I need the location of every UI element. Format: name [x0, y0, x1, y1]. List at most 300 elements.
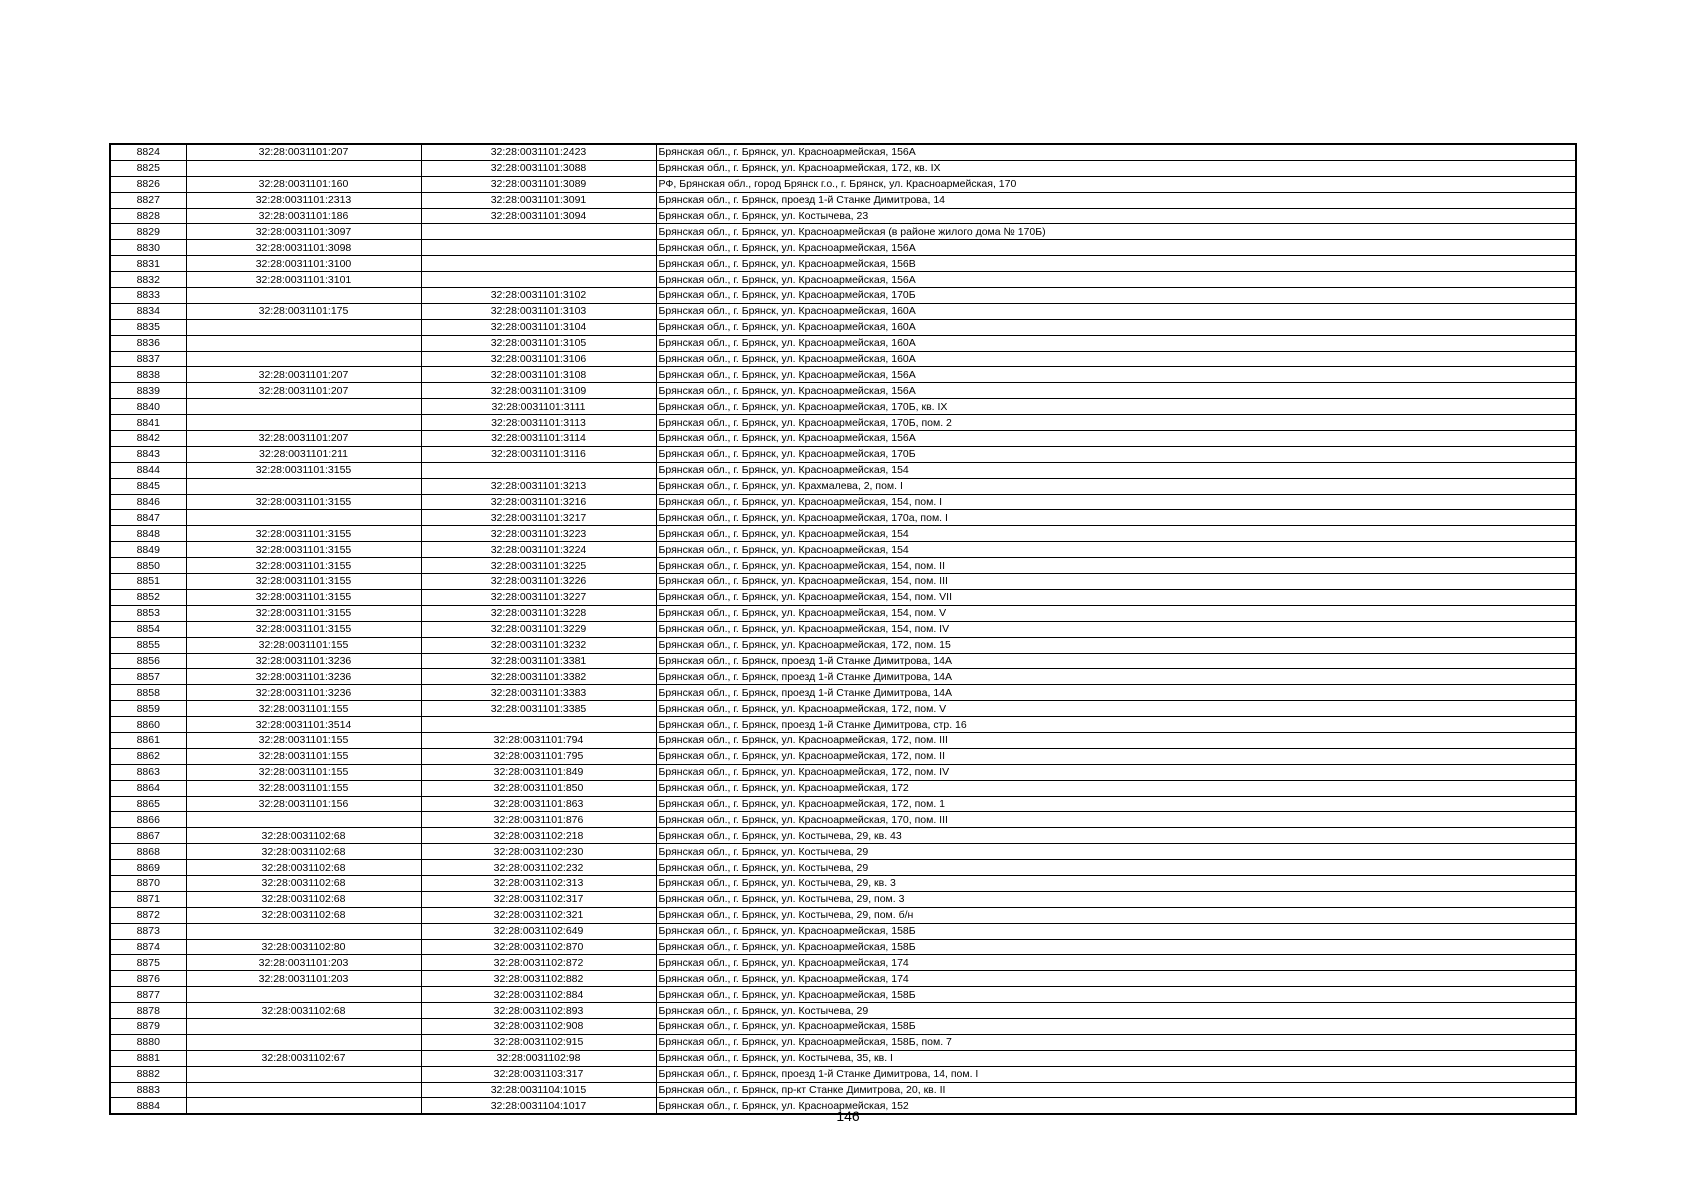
object-cadastral-cell: 32:28:0031102:649 — [421, 923, 656, 939]
object-cadastral-cell: 32:28:0031101:794 — [421, 732, 656, 748]
table-row — [110, 224, 1576, 240]
table-row — [110, 462, 1576, 478]
row-number-cell: 8856 — [110, 653, 186, 669]
address-cell: Брянская обл., г. Брянск, ул. Красноармейская, 170Б, пом. 2 — [656, 415, 1576, 431]
address-cell: Брянская обл., г. Брянск, ул. Костычева, 29, кв. 3 — [656, 875, 1576, 891]
object-cadastral-cell: 32:28:0031101:3382 — [421, 669, 656, 685]
table-row — [110, 796, 1576, 812]
table-row — [110, 526, 1576, 542]
land-plot-cadastral-cell: 32:28:0031101:3098 — [186, 240, 421, 256]
table-row — [110, 669, 1576, 685]
address-cell: Брянская обл., г. Брянск, ул. Красноармейская, 170Б — [656, 446, 1576, 462]
land-plot-cadastral-cell: 32:28:0031101:175 — [186, 303, 421, 319]
table-row — [110, 717, 1576, 733]
object-cadastral-cell: 32:28:0031101:3102 — [421, 288, 656, 304]
object-cadastral-cell: 32:28:0031102:884 — [421, 987, 656, 1003]
table-row — [110, 144, 1576, 160]
object-cadastral-cell: 32:28:0031101:3111 — [421, 399, 656, 415]
row-number-cell: 8850 — [110, 558, 186, 574]
object-cadastral-cell — [421, 462, 656, 478]
table-row — [110, 415, 1576, 431]
object-cadastral-cell: 32:28:0031102:317 — [421, 891, 656, 907]
row-number-cell: 8869 — [110, 860, 186, 876]
object-cadastral-cell: 32:28:0031102:321 — [421, 907, 656, 923]
land-plot-cadastral-cell: 32:28:0031101:3097 — [186, 224, 421, 240]
land-plot-cadastral-cell: 32:28:0031102:68 — [186, 1003, 421, 1019]
address-cell: Брянская обл., г. Брянск, ул. Красноармейская, 154, пом. I — [656, 494, 1576, 510]
table-row — [110, 1082, 1576, 1098]
row-number-cell: 8836 — [110, 335, 186, 351]
land-plot-cadastral-cell: 32:28:0031102:68 — [186, 907, 421, 923]
row-number-cell: 8826 — [110, 176, 186, 192]
row-number-cell: 8843 — [110, 446, 186, 462]
address-cell: Брянская обл., г. Брянск, ул. Красноармейская, 174 — [656, 955, 1576, 971]
address-cell: Брянская обл., г. Брянск, ул. Красноармейская, 170Б — [656, 288, 1576, 304]
row-number-cell: 8870 — [110, 875, 186, 891]
address-cell: Брянская обл., г. Брянск, проезд 1-й Станке Димитрова, 14А — [656, 653, 1576, 669]
row-number-cell: 8828 — [110, 208, 186, 224]
table-row — [110, 176, 1576, 192]
address-cell: Брянская обл., г. Брянск, пр-кт Станке Димитрова, 20, кв. II — [656, 1082, 1576, 1098]
row-number-cell: 8866 — [110, 812, 186, 828]
land-plot-cadastral-cell: 32:28:0031101:3155 — [186, 574, 421, 590]
land-plot-cadastral-cell: 32:28:0031101:203 — [186, 971, 421, 987]
address-cell: Брянская обл., г. Брянск, ул. Костычева, 29, пом. 3 — [656, 891, 1576, 907]
row-number-cell: 8865 — [110, 796, 186, 812]
land-plot-cadastral-cell — [186, 812, 421, 828]
table-row — [110, 637, 1576, 653]
address-cell: РФ, Брянская обл., город Брянск г.о., г. Брянск, ул. Красноармейская, 170 — [656, 176, 1576, 192]
object-cadastral-cell: 32:28:0031101:3091 — [421, 192, 656, 208]
object-cadastral-cell — [421, 240, 656, 256]
address-cell: Брянская обл., г. Брянск, ул. Красноармейская, 160А — [656, 335, 1576, 351]
object-cadastral-cell: 32:28:0031101:3228 — [421, 605, 656, 621]
address-cell: Брянская обл., г. Брянск, ул. Красноармейская, 170, пом. III — [656, 812, 1576, 828]
land-plot-cadastral-cell: 32:28:0031101:3514 — [186, 717, 421, 733]
land-plot-cadastral-cell: 32:28:0031101:160 — [186, 176, 421, 192]
object-cadastral-cell — [421, 717, 656, 733]
register-table — [109, 143, 1577, 1115]
object-cadastral-cell: 32:28:0031101:3385 — [421, 701, 656, 717]
table-row — [110, 987, 1576, 1003]
row-number-cell: 8883 — [110, 1082, 186, 1098]
table-row — [110, 383, 1576, 399]
address-cell: Брянская обл., г. Брянск, ул. Костычева, 35, кв. I — [656, 1050, 1576, 1066]
object-cadastral-cell: 32:28:0031101:849 — [421, 764, 656, 780]
row-number-cell: 8879 — [110, 1018, 186, 1034]
land-plot-cadastral-cell: 32:28:0031101:155 — [186, 780, 421, 796]
address-cell: Брянская обл., г. Брянск, ул. Красноармейская, 160А — [656, 319, 1576, 335]
table-row — [110, 1018, 1576, 1034]
land-plot-cadastral-cell: 32:28:0031101:3101 — [186, 272, 421, 288]
address-cell: Брянская обл., г. Брянск, ул. Костычева, 23 — [656, 208, 1576, 224]
object-cadastral-cell: 32:28:0031102:893 — [421, 1003, 656, 1019]
object-cadastral-cell: 32:28:0031101:3232 — [421, 637, 656, 653]
object-cadastral-cell: 32:28:0031101:3216 — [421, 494, 656, 510]
table-row — [110, 685, 1576, 701]
land-plot-cadastral-cell: 32:28:0031101:207 — [186, 431, 421, 447]
table-row — [110, 208, 1576, 224]
table-row — [110, 875, 1576, 891]
table-row — [110, 351, 1576, 367]
row-number-cell: 8875 — [110, 955, 186, 971]
object-cadastral-cell: 32:28:0031101:3381 — [421, 653, 656, 669]
row-number-cell: 8871 — [110, 891, 186, 907]
table-row — [110, 1034, 1576, 1050]
row-number-cell: 8863 — [110, 764, 186, 780]
row-number-cell: 8842 — [110, 431, 186, 447]
address-cell: Брянская обл., г. Брянск, ул. Красноармейская, 174 — [656, 971, 1576, 987]
land-plot-cadastral-cell: 32:28:0031101:3155 — [186, 558, 421, 574]
row-number-cell: 8854 — [110, 621, 186, 637]
object-cadastral-cell: 32:28:0031101:3109 — [421, 383, 656, 399]
land-plot-cadastral-cell: 32:28:0031101:156 — [186, 796, 421, 812]
object-cadastral-cell: 32:28:0031102:882 — [421, 971, 656, 987]
row-number-cell: 8868 — [110, 844, 186, 860]
object-cadastral-cell: 32:28:0031101:3088 — [421, 160, 656, 176]
address-cell: Брянская обл., г. Брянск, ул. Красноармейская, 158Б — [656, 923, 1576, 939]
address-cell: Брянская обл., г. Брянск, проезд 1-й Станке Димитрова, 14А — [656, 669, 1576, 685]
row-number-cell: 8849 — [110, 542, 186, 558]
row-number-cell: 8851 — [110, 574, 186, 590]
row-number-cell: 8848 — [110, 526, 186, 542]
row-number-cell: 8827 — [110, 192, 186, 208]
table-row — [110, 939, 1576, 955]
land-plot-cadastral-cell: 32:28:0031101:3100 — [186, 256, 421, 272]
address-cell: Брянская обл., г. Брянск, проезд 1-й Станке Димитрова, стр. 16 — [656, 717, 1576, 733]
object-cadastral-cell: 32:28:0031101:863 — [421, 796, 656, 812]
object-cadastral-cell: 32:28:0031102:98 — [421, 1050, 656, 1066]
land-plot-cadastral-cell — [186, 288, 421, 304]
address-cell: Брянская обл., г. Брянск, ул. Красноармейская, 156В — [656, 256, 1576, 272]
land-plot-cadastral-cell — [186, 160, 421, 176]
table-row — [110, 272, 1576, 288]
table-row — [110, 399, 1576, 415]
row-number-cell: 8829 — [110, 224, 186, 240]
land-plot-cadastral-cell: 32:28:0031101:3155 — [186, 494, 421, 510]
object-cadastral-cell: 32:28:0031102:915 — [421, 1034, 656, 1050]
land-plot-cadastral-cell: 32:28:0031101:155 — [186, 732, 421, 748]
object-cadastral-cell: 32:28:0031101:3227 — [421, 589, 656, 605]
address-cell: Брянская обл., г. Брянск, ул. Красноармейская, 154 — [656, 526, 1576, 542]
table-row — [110, 748, 1576, 764]
object-cadastral-cell: 32:28:0031101:3104 — [421, 319, 656, 335]
address-cell: Брянская обл., г. Брянск, ул. Красноармейская, 172, пом. III — [656, 732, 1576, 748]
object-cadastral-cell: 32:28:0031102:908 — [421, 1018, 656, 1034]
land-plot-cadastral-cell: 32:28:0031101:3155 — [186, 462, 421, 478]
address-cell: Брянская обл., г. Брянск, ул. Костычева, 29 — [656, 1003, 1576, 1019]
row-number-cell: 8852 — [110, 589, 186, 605]
table-row — [110, 732, 1576, 748]
land-plot-cadastral-cell: 32:28:0031102:67 — [186, 1050, 421, 1066]
address-cell: Брянская обл., г. Брянск, ул. Красноармейская, 156А — [656, 431, 1576, 447]
address-cell: Брянская обл., г. Брянск, ул. Красноармейская, 172, пом. II — [656, 748, 1576, 764]
address-cell: Брянская обл., г. Брянск, ул. Красноармейская, 172 — [656, 780, 1576, 796]
land-plot-cadastral-cell: 32:28:0031101:207 — [186, 367, 421, 383]
object-cadastral-cell: 32:28:0031102:870 — [421, 939, 656, 955]
row-number-cell: 8831 — [110, 256, 186, 272]
object-cadastral-cell: 32:28:0031101:3089 — [421, 176, 656, 192]
object-cadastral-cell: 32:28:0031101:795 — [421, 748, 656, 764]
land-plot-cadastral-cell: 32:28:0031102:80 — [186, 939, 421, 955]
row-number-cell: 8867 — [110, 828, 186, 844]
row-number-cell: 8873 — [110, 923, 186, 939]
row-number-cell: 8830 — [110, 240, 186, 256]
object-cadastral-cell: 32:28:0031103:317 — [421, 1066, 656, 1082]
land-plot-cadastral-cell: 32:28:0031102:68 — [186, 860, 421, 876]
land-plot-cadastral-cell — [186, 351, 421, 367]
table-row — [110, 303, 1576, 319]
land-plot-cadastral-cell: 32:28:0031102:68 — [186, 828, 421, 844]
table-row — [110, 1066, 1576, 1082]
address-cell: Брянская обл., г. Брянск, ул. Красноармейская, 158Б, пом. 7 — [656, 1034, 1576, 1050]
land-plot-cadastral-cell: 32:28:0031101:3155 — [186, 589, 421, 605]
address-cell: Брянская обл., г. Брянск, ул. Красноармейская, 154, пом. VII — [656, 589, 1576, 605]
table-row — [110, 907, 1576, 923]
object-cadastral-cell: 32:28:0031102:313 — [421, 875, 656, 891]
land-plot-cadastral-cell — [186, 335, 421, 351]
object-cadastral-cell: 32:28:0031101:3103 — [421, 303, 656, 319]
land-plot-cadastral-cell: 32:28:0031101:3155 — [186, 526, 421, 542]
object-cadastral-cell: 32:28:0031102:232 — [421, 860, 656, 876]
address-cell: Брянская обл., г. Брянск, ул. Костычева, 29 — [656, 860, 1576, 876]
object-cadastral-cell — [421, 224, 656, 240]
table-row — [110, 319, 1576, 335]
object-cadastral-cell: 32:28:0031101:3383 — [421, 685, 656, 701]
table-row — [110, 764, 1576, 780]
row-number-cell: 8839 — [110, 383, 186, 399]
row-number-cell: 8876 — [110, 971, 186, 987]
table-row — [110, 510, 1576, 526]
table-row — [110, 446, 1576, 462]
row-number-cell: 8847 — [110, 510, 186, 526]
row-number-cell: 8840 — [110, 399, 186, 415]
land-plot-cadastral-cell: 32:28:0031101:3236 — [186, 685, 421, 701]
land-plot-cadastral-cell: 32:28:0031101:186 — [186, 208, 421, 224]
address-cell: Брянская обл., г. Брянск, ул. Красноармейская, 156А — [656, 383, 1576, 399]
register-table-body — [110, 144, 1576, 1114]
table-row — [110, 160, 1576, 176]
land-plot-cadastral-cell: 32:28:0031101:155 — [186, 748, 421, 764]
row-number-cell: 8825 — [110, 160, 186, 176]
address-cell: Брянская обл., г. Брянск, проезд 1-й Станке Димитрова, 14А — [656, 685, 1576, 701]
address-cell: Брянская обл., г. Брянск, ул. Красноармейская, 154, пом. II — [656, 558, 1576, 574]
address-cell: Брянская обл., г. Брянск, ул. Красноармейская, 172, пом. IV — [656, 764, 1576, 780]
object-cadastral-cell: 32:28:0031101:3223 — [421, 526, 656, 542]
row-number-cell: 8844 — [110, 462, 186, 478]
address-cell: Брянская обл., г. Брянск, ул. Красноармейская, 154, пом. IV — [656, 621, 1576, 637]
row-number-cell: 8837 — [110, 351, 186, 367]
table-row — [110, 923, 1576, 939]
address-cell: Брянская обл., г. Брянск, ул. Красноармейская, 154, пом. III — [656, 574, 1576, 590]
land-plot-cadastral-cell: 32:28:0031101:2313 — [186, 192, 421, 208]
object-cadastral-cell: 32:28:0031101:3225 — [421, 558, 656, 574]
object-cadastral-cell: 32:28:0031101:3213 — [421, 478, 656, 494]
address-cell: Брянская обл., г. Брянск, ул. Красноармейская (в районе жилого дома № 170Б) — [656, 224, 1576, 240]
table-row — [110, 860, 1576, 876]
address-cell: Брянская обл., г. Брянск, ул. Красноармейская, 154 — [656, 462, 1576, 478]
table-row — [110, 240, 1576, 256]
table-row — [110, 621, 1576, 637]
address-cell: Брянская обл., г. Брянск, ул. Красноармейская, 170Б, кв. IX — [656, 399, 1576, 415]
object-cadastral-cell: 32:28:0031101:2423 — [421, 144, 656, 160]
row-number-cell: 8864 — [110, 780, 186, 796]
row-number-cell: 8877 — [110, 987, 186, 1003]
row-number-cell: 8861 — [110, 732, 186, 748]
row-number-cell: 8859 — [110, 701, 186, 717]
land-plot-cadastral-cell — [186, 415, 421, 431]
table-row — [110, 367, 1576, 383]
row-number-cell: 8882 — [110, 1066, 186, 1082]
row-number-cell: 8833 — [110, 288, 186, 304]
address-cell: Брянская обл., г. Брянск, ул. Костычева, 29, кв. 43 — [656, 828, 1576, 844]
address-cell: Брянская обл., г. Брянск, ул. Красноармейская, 158Б — [656, 1018, 1576, 1034]
land-plot-cadastral-cell: 32:28:0031101:155 — [186, 701, 421, 717]
row-number-cell: 8824 — [110, 144, 186, 160]
object-cadastral-cell — [421, 272, 656, 288]
land-plot-cadastral-cell: 32:28:0031101:207 — [186, 383, 421, 399]
table-row — [110, 335, 1576, 351]
page-number: 146 — [836, 1108, 860, 1124]
table-row — [110, 494, 1576, 510]
object-cadastral-cell: 32:28:0031101:3224 — [421, 542, 656, 558]
land-plot-cadastral-cell — [186, 1018, 421, 1034]
row-number-cell: 8846 — [110, 494, 186, 510]
land-plot-cadastral-cell: 32:28:0031101:3155 — [186, 542, 421, 558]
land-plot-cadastral-cell: 32:28:0031101:3236 — [186, 669, 421, 685]
table-row — [110, 542, 1576, 558]
address-cell: Брянская обл., г. Брянск, ул. Красноармейская, 170а, пом. I — [656, 510, 1576, 526]
address-cell: Брянская обл., г. Брянск, ул. Красноармейская, 160А — [656, 351, 1576, 367]
land-plot-cadastral-cell: 32:28:0031101:203 — [186, 955, 421, 971]
table-row — [110, 478, 1576, 494]
row-number-cell: 8874 — [110, 939, 186, 955]
table-row — [110, 192, 1576, 208]
address-cell: Брянская обл., г. Брянск, ул. Крахмалева, 2, пом. I — [656, 478, 1576, 494]
object-cadastral-cell: 32:28:0031101:3105 — [421, 335, 656, 351]
land-plot-cadastral-cell — [186, 987, 421, 1003]
table-row — [110, 288, 1576, 304]
object-cadastral-cell: 32:28:0031101:3229 — [421, 621, 656, 637]
address-cell: Брянская обл., г. Брянск, ул. Красноармейская, 158Б — [656, 987, 1576, 1003]
object-cadastral-cell: 32:28:0031101:3217 — [421, 510, 656, 526]
row-number-cell: 8858 — [110, 685, 186, 701]
address-cell: Брянская обл., г. Брянск, ул. Красноармейская, 156А — [656, 144, 1576, 160]
row-number-cell: 8853 — [110, 605, 186, 621]
table-row — [110, 653, 1576, 669]
land-plot-cadastral-cell — [186, 1066, 421, 1082]
land-plot-cadastral-cell: 32:28:0031102:68 — [186, 844, 421, 860]
land-plot-cadastral-cell: 32:28:0031101:211 — [186, 446, 421, 462]
row-number-cell: 8860 — [110, 717, 186, 733]
object-cadastral-cell: 32:28:0031101:3113 — [421, 415, 656, 431]
land-plot-cadastral-cell: 32:28:0031101:3155 — [186, 621, 421, 637]
land-plot-cadastral-cell — [186, 478, 421, 494]
object-cadastral-cell: 32:28:0031101:876 — [421, 812, 656, 828]
object-cadastral-cell: 32:28:0031102:218 — [421, 828, 656, 844]
object-cadastral-cell: 32:28:0031102:230 — [421, 844, 656, 860]
table-row — [110, 780, 1576, 796]
table-row — [110, 256, 1576, 272]
table-row — [110, 574, 1576, 590]
address-cell: Брянская обл., г. Брянск, ул. Красноармейская, 156А — [656, 272, 1576, 288]
address-cell: Брянская обл., г. Брянск, ул. Костычева, 29, пом. б/н — [656, 907, 1576, 923]
land-plot-cadastral-cell: 32:28:0031101:155 — [186, 637, 421, 653]
address-cell: Брянская обл., г. Брянск, ул. Красноармейская, 156А — [656, 240, 1576, 256]
object-cadastral-cell — [421, 256, 656, 272]
address-cell: Брянская обл., г. Брянск, проезд 1-й Станке Димитрова, 14 — [656, 192, 1576, 208]
address-cell: Брянская обл., г. Брянск, проезд 1-й Станке Димитрова, 14, пом. I — [656, 1066, 1576, 1082]
address-cell: Брянская обл., г. Брянск, ул. Красноармейская, 156А — [656, 367, 1576, 383]
land-plot-cadastral-cell: 32:28:0031101:155 — [186, 764, 421, 780]
row-number-cell: 8881 — [110, 1050, 186, 1066]
table-row — [110, 589, 1576, 605]
table-row — [110, 828, 1576, 844]
row-number-cell: 8880 — [110, 1034, 186, 1050]
land-plot-cadastral-cell — [186, 1082, 421, 1098]
row-number-cell: 8878 — [110, 1003, 186, 1019]
land-plot-cadastral-cell: 32:28:0031101:207 — [186, 144, 421, 160]
row-number-cell: 8834 — [110, 303, 186, 319]
address-cell: Брянская обл., г. Брянск, ул. Красноармейская, 152 — [656, 1098, 1576, 1114]
row-number-cell: 8838 — [110, 367, 186, 383]
address-cell: Брянская обл., г. Брянск, ул. Красноармейская, 158Б — [656, 939, 1576, 955]
object-cadastral-cell: 32:28:0031101:3226 — [421, 574, 656, 590]
row-number-cell: 8832 — [110, 272, 186, 288]
table-row — [110, 1003, 1576, 1019]
table-row — [110, 955, 1576, 971]
object-cadastral-cell: 32:28:0031104:1017 — [421, 1098, 656, 1114]
table-row — [110, 701, 1576, 717]
row-number-cell: 8862 — [110, 748, 186, 764]
table-row — [110, 844, 1576, 860]
land-plot-cadastral-cell — [186, 399, 421, 415]
address-cell: Брянская обл., г. Брянск, ул. Красноармейская, 172, кв. IX — [656, 160, 1576, 176]
row-number-cell: 8845 — [110, 478, 186, 494]
row-number-cell: 8872 — [110, 907, 186, 923]
land-plot-cadastral-cell — [186, 923, 421, 939]
land-plot-cadastral-cell — [186, 1034, 421, 1050]
table-row — [110, 971, 1576, 987]
row-number-cell: 8857 — [110, 669, 186, 685]
address-cell: Брянская обл., г. Брянск, ул. Красноармейская, 160А — [656, 303, 1576, 319]
object-cadastral-cell: 32:28:0031101:3108 — [421, 367, 656, 383]
land-plot-cadastral-cell — [186, 510, 421, 526]
row-number-cell: 8855 — [110, 637, 186, 653]
land-plot-cadastral-cell — [186, 319, 421, 335]
table-row — [110, 431, 1576, 447]
land-plot-cadastral-cell: 32:28:0031102:68 — [186, 875, 421, 891]
object-cadastral-cell: 32:28:0031101:3114 — [421, 431, 656, 447]
object-cadastral-cell: 32:28:0031101:850 — [421, 780, 656, 796]
address-cell: Брянская обл., г. Брянск, ул. Красноармейская, 172, пом. 1 — [656, 796, 1576, 812]
table-row — [110, 558, 1576, 574]
address-cell: Брянская обл., г. Брянск, ул. Костычева, 29 — [656, 844, 1576, 860]
address-cell: Брянская обл., г. Брянск, ул. Красноармейская, 154, пом. V — [656, 605, 1576, 621]
table-row — [110, 605, 1576, 621]
table-row — [110, 1050, 1576, 1066]
table-row — [110, 812, 1576, 828]
object-cadastral-cell: 32:28:0031101:3106 — [421, 351, 656, 367]
address-cell: Брянская обл., г. Брянск, ул. Красноармейская, 154 — [656, 542, 1576, 558]
land-plot-cadastral-cell: 32:28:0031101:3236 — [186, 653, 421, 669]
object-cadastral-cell: 32:28:0031101:3094 — [421, 208, 656, 224]
land-plot-cadastral-cell: 32:28:0031102:68 — [186, 891, 421, 907]
row-number-cell: 8841 — [110, 415, 186, 431]
object-cadastral-cell: 32:28:0031104:1015 — [421, 1082, 656, 1098]
address-cell: Брянская обл., г. Брянск, ул. Красноармейская, 172, пом. 15 — [656, 637, 1576, 653]
address-cell: Брянская обл., г. Брянск, ул. Красноармейская, 172, пом. V — [656, 701, 1576, 717]
